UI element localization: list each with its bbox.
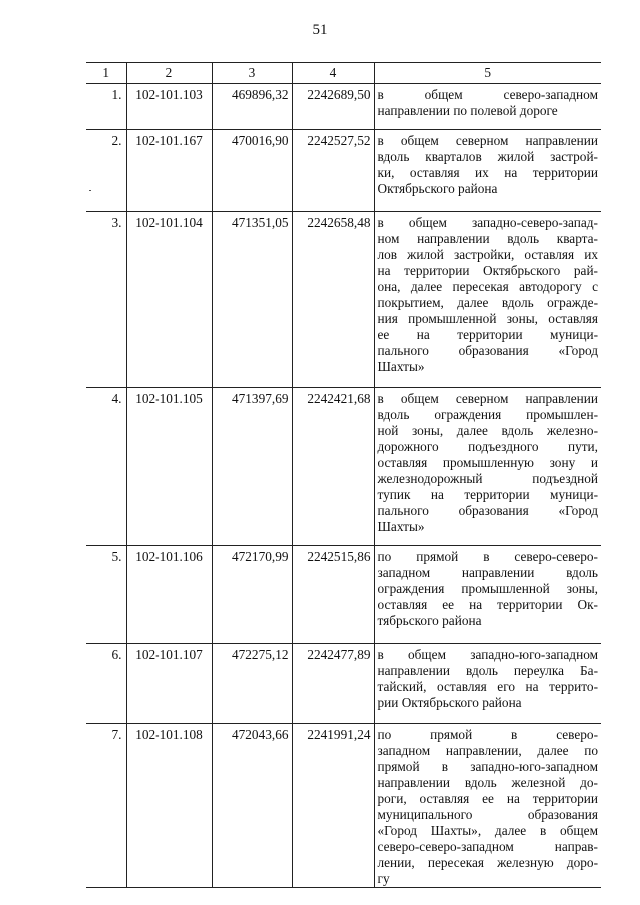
- row-number: 7.: [86, 724, 126, 888]
- point-code: 102-101.104: [126, 212, 212, 388]
- description-line: вдоль кварталов жилой застрой-: [377, 149, 598, 164]
- description-line: ния промышленной зоны, оставляя: [377, 311, 598, 326]
- description-line: в общем северном направлении: [377, 133, 598, 148]
- table-body: [86, 84, 601, 888]
- coordinate-y: 2241991,24: [292, 724, 374, 888]
- description-line: вдоль ограждения промышлен-: [377, 407, 598, 422]
- header-col-5: 5: [374, 63, 601, 84]
- boundary-description-table: [86, 62, 601, 888]
- point-code: 102-101.103: [126, 84, 212, 130]
- row-number: 4.: [86, 388, 126, 546]
- table-row: [86, 130, 601, 212]
- table-row: [86, 388, 601, 546]
- description-line: пального образования «Город: [377, 503, 598, 518]
- description-line: рии Октябрьского района: [377, 695, 522, 710]
- description-line: по прямой в северо-: [377, 727, 598, 742]
- description-line: ее на территории муници-: [377, 327, 598, 342]
- coordinate-x: 472275,12: [212, 644, 292, 724]
- description-line: Октябрьского района: [377, 181, 498, 196]
- description-line: ной зоны, далее вдоль железно-: [377, 423, 598, 438]
- coordinate-y: 2242527,52: [292, 130, 374, 212]
- description-line: покрытием, далее вдоль огражде-: [377, 295, 598, 310]
- description-line: в общем северо-западном: [377, 87, 598, 102]
- description-line: гу: [377, 871, 390, 886]
- header-col-2: 2: [126, 63, 212, 84]
- description-line: дорожного подъездного пути,: [377, 439, 598, 454]
- description-line: ки, оставляя их на территории: [377, 165, 598, 180]
- boundary-description: [374, 212, 601, 388]
- coordinate-x: 470016,90: [212, 130, 292, 212]
- coordinate-x: 471397,69: [212, 388, 292, 546]
- boundary-description: [374, 644, 601, 724]
- description-line: по прямой в северо-северо-: [377, 549, 598, 564]
- description-line: оставляя ее на территории Ок-: [377, 597, 598, 612]
- header-col-1: 1: [86, 63, 126, 84]
- page-number: 51: [312, 22, 328, 38]
- point-code: 102-101.105: [126, 388, 212, 546]
- boundary-description: [374, 388, 601, 546]
- row-number: 2.: [86, 130, 126, 212]
- coordinate-x: 469896,32: [212, 84, 292, 130]
- point-code: 102-101.167: [126, 130, 212, 212]
- point-code: 102-101.106: [126, 546, 212, 644]
- boundary-description: [374, 130, 601, 212]
- table-row: [86, 212, 601, 388]
- description-line: Шахты»: [377, 359, 425, 374]
- description-line: оставляя промышленную зону и: [377, 455, 598, 470]
- coordinate-y: 2242421,68: [292, 388, 374, 546]
- description-line: в общем северном направлении: [377, 391, 598, 406]
- header-col-4: 4: [292, 63, 374, 84]
- description-line: направлении вдоль переулка Ба-: [377, 663, 598, 678]
- description-line: роги, оставляя ее на территории: [377, 791, 598, 806]
- point-code: 102-101.107: [126, 644, 212, 724]
- coordinate-y: 2242477,89: [292, 644, 374, 724]
- description-line: ном направлении вдоль кварта-: [377, 231, 598, 246]
- description-line: «Город Шахты», далее в общем: [377, 823, 598, 838]
- row-number: 3.: [86, 212, 126, 388]
- row-number: 6.: [86, 644, 126, 724]
- description-line: лов жилой застройки, оставляя их: [377, 247, 598, 262]
- description-line: направлении по полевой дороге: [377, 103, 558, 118]
- boundary-description: [374, 84, 601, 130]
- description-line: муниципального образования: [377, 807, 598, 822]
- description-line: в общем западно-юго-западном: [377, 647, 598, 662]
- description-line: железнодорожный подъездной: [377, 471, 598, 486]
- description-line: на территории Октябрьского рай-: [377, 263, 598, 278]
- table-header-row: [86, 63, 601, 84]
- table-row: [86, 546, 601, 644]
- description-line: лении, пересекая железную доро-: [377, 855, 598, 870]
- description-line: западном направлении, далее по: [377, 743, 598, 758]
- coordinate-y: 2242658,48: [292, 212, 374, 388]
- description-line: тайский, оставляя его на террито-: [377, 679, 598, 694]
- header-col-3: 3: [212, 63, 292, 84]
- point-code: 102-101.108: [126, 724, 212, 888]
- coordinate-x: 472043,66: [212, 724, 292, 888]
- coordinate-x: 471351,05: [212, 212, 292, 388]
- table-row: [86, 644, 601, 724]
- row-number: 5.: [86, 546, 126, 644]
- description-line: пального образования «Город: [377, 343, 598, 358]
- description-line: тябрьского района: [377, 613, 482, 628]
- table-row: [86, 724, 601, 888]
- description-line: направлении вдоль железной до-: [377, 775, 598, 790]
- description-line: северо-северо-западном направ-: [377, 839, 598, 854]
- description-line: она, далее пересекая автодорогу с: [377, 279, 598, 294]
- coordinate-y: 2242689,50: [292, 84, 374, 130]
- description-line: Шахты»: [377, 519, 425, 534]
- boundary-description: [374, 546, 601, 644]
- description-line: западном направлении вдоль: [377, 565, 598, 580]
- table-row: [86, 84, 601, 130]
- description-line: прямой в западно-юго-западном: [377, 759, 598, 774]
- row-number: 1.: [86, 84, 126, 130]
- coordinate-y: 2242515,86: [292, 546, 374, 644]
- boundary-description: [374, 724, 601, 888]
- description-line: тупик на территории муници-: [377, 487, 598, 502]
- description-line: ограждения промышленной зоны,: [377, 581, 598, 596]
- coordinate-x: 472170,99: [212, 546, 292, 644]
- description-line: в общем западно-северо-запад-: [377, 215, 598, 230]
